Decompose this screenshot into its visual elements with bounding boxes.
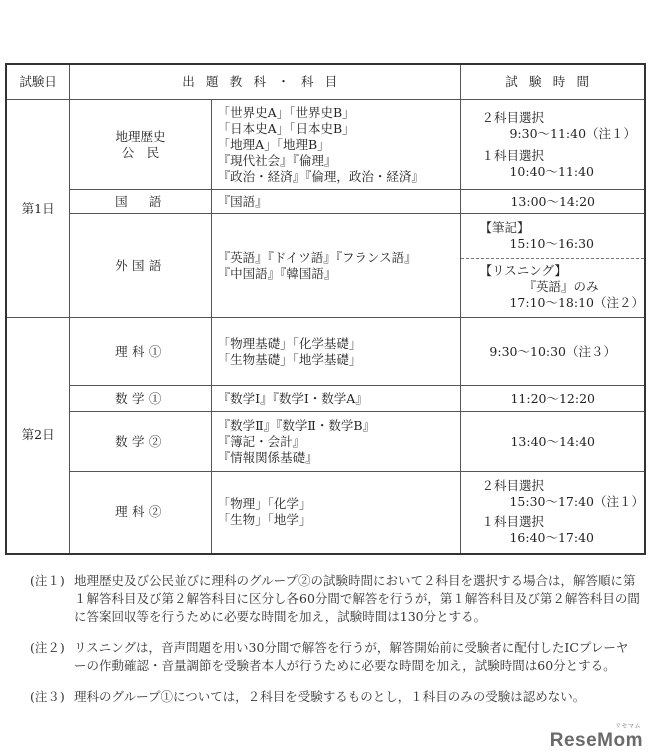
names-kokugo: 『国語』 <box>211 190 461 214</box>
note-3-tag: (注３) <box>30 689 65 704</box>
time-rika2: ２科目選択 15:30〜17:40（注１） １科目選択 16:40〜17:40 <box>461 472 645 554</box>
subject-sugaku1: 数学① <box>70 386 211 412</box>
header-day: 試験日 <box>6 64 70 100</box>
header-row <box>6 64 645 100</box>
names-sugaku1: 『数学Ⅰ』『数学Ⅰ・数学A』 <box>211 386 461 412</box>
exam-schedule-table <box>5 63 646 555</box>
time-sugaku2: 13:40〜14:40 <box>461 412 645 472</box>
time-gaikokugo <box>461 214 645 318</box>
note-1-tag: (注１) <box>30 573 65 588</box>
note-2 <box>30 639 640 675</box>
note-2-tag: (注２) <box>30 640 65 655</box>
note-3 <box>30 688 640 706</box>
time-hikki: 【筆記】 15:10〜16:30 <box>479 219 594 251</box>
subject-rika2: 理科② <box>70 472 211 554</box>
subject-chireki-komin: 地理歴史 公 民 <box>70 100 211 190</box>
header-subjects: 出題教科・科目 <box>70 64 461 100</box>
day2-label: 第2日 <box>6 318 70 554</box>
row-rika2 <box>6 472 645 554</box>
subject-rika1: 理科① <box>70 318 211 386</box>
note-1-text: 地理歴史及び公民並びに理科のグループ②の試験時間において２科目を選択する場合は，解答順に第１解答科目及び第２解答科目に区分し各60分間で解答を行うが，第１解答科目及び第２解答科目の間に答案回収等を行うために必要な時間を加え，試験時間は130分とする。 <box>74 573 640 624</box>
row-kokugo <box>6 190 645 214</box>
names-chireki-komin: 「世界史A」「世界史B」 「日本史A」「日本史B」 「地理A」「地理B」 『現代社会』『倫理』 『政治・経済』『倫理，政治・経済』 <box>211 100 461 190</box>
notes <box>30 572 640 719</box>
row-gaikokugo <box>6 214 645 318</box>
names-gaikokugo: 『英語』『ドイツ語』『フランス語』 『中国語』『韓国語』 <box>211 214 461 318</box>
note-2-text: リスニングは，音声問題を用い30分間で解答を行うが，解答開始前に受験者に配付したICプレーヤーの作動確認・音量調節を受験者本人が行うために必要な時間を加え，試験時間は60分とする。 <box>74 640 629 673</box>
note-3-text: 理科のグループ①については，２科目を受験するものとし，１科目のみの受験は認めない。 <box>74 689 586 704</box>
day1-label: 第1日 <box>6 100 70 318</box>
resemom-logo: ReseMom リセマム <box>549 724 643 751</box>
subject-kokugo: 国 語 <box>70 190 211 214</box>
row-sugaku1 <box>6 386 645 412</box>
time-listening: 【リスニング】 『英語』のみ 17:10〜18:10（注２） <box>461 258 644 315</box>
row-rika1 <box>6 318 645 386</box>
time-rika1: 9:30〜10:30（注３） <box>461 318 645 386</box>
subject-sugaku2: 数学② <box>70 412 211 472</box>
names-rika2: 「物理」「化学」 「生物」「地学」 <box>211 472 461 554</box>
names-sugaku2: 『数学Ⅱ』『数学Ⅱ・数学B』 『簿記・会計』 『情報関係基礎』 <box>211 412 461 472</box>
time-kokugo: 13:00〜14:20 <box>461 190 645 214</box>
names-rika1: 「物理基礎」「化学基礎」 「生物基礎」「地学基礎」 <box>211 318 461 386</box>
time-chireki-komin: ２科目選択 9:30〜11:40（注１） １科目選択 10:40〜11:40 <box>461 100 645 190</box>
subject-gaikokugo: 外国語 <box>70 214 211 318</box>
row-chireki-komin <box>6 100 645 190</box>
header-time: 試験時間 <box>461 64 645 100</box>
time-sugaku1: 11:20〜12:20 <box>461 386 645 412</box>
note-1 <box>30 572 640 626</box>
row-sugaku2 <box>6 412 645 472</box>
